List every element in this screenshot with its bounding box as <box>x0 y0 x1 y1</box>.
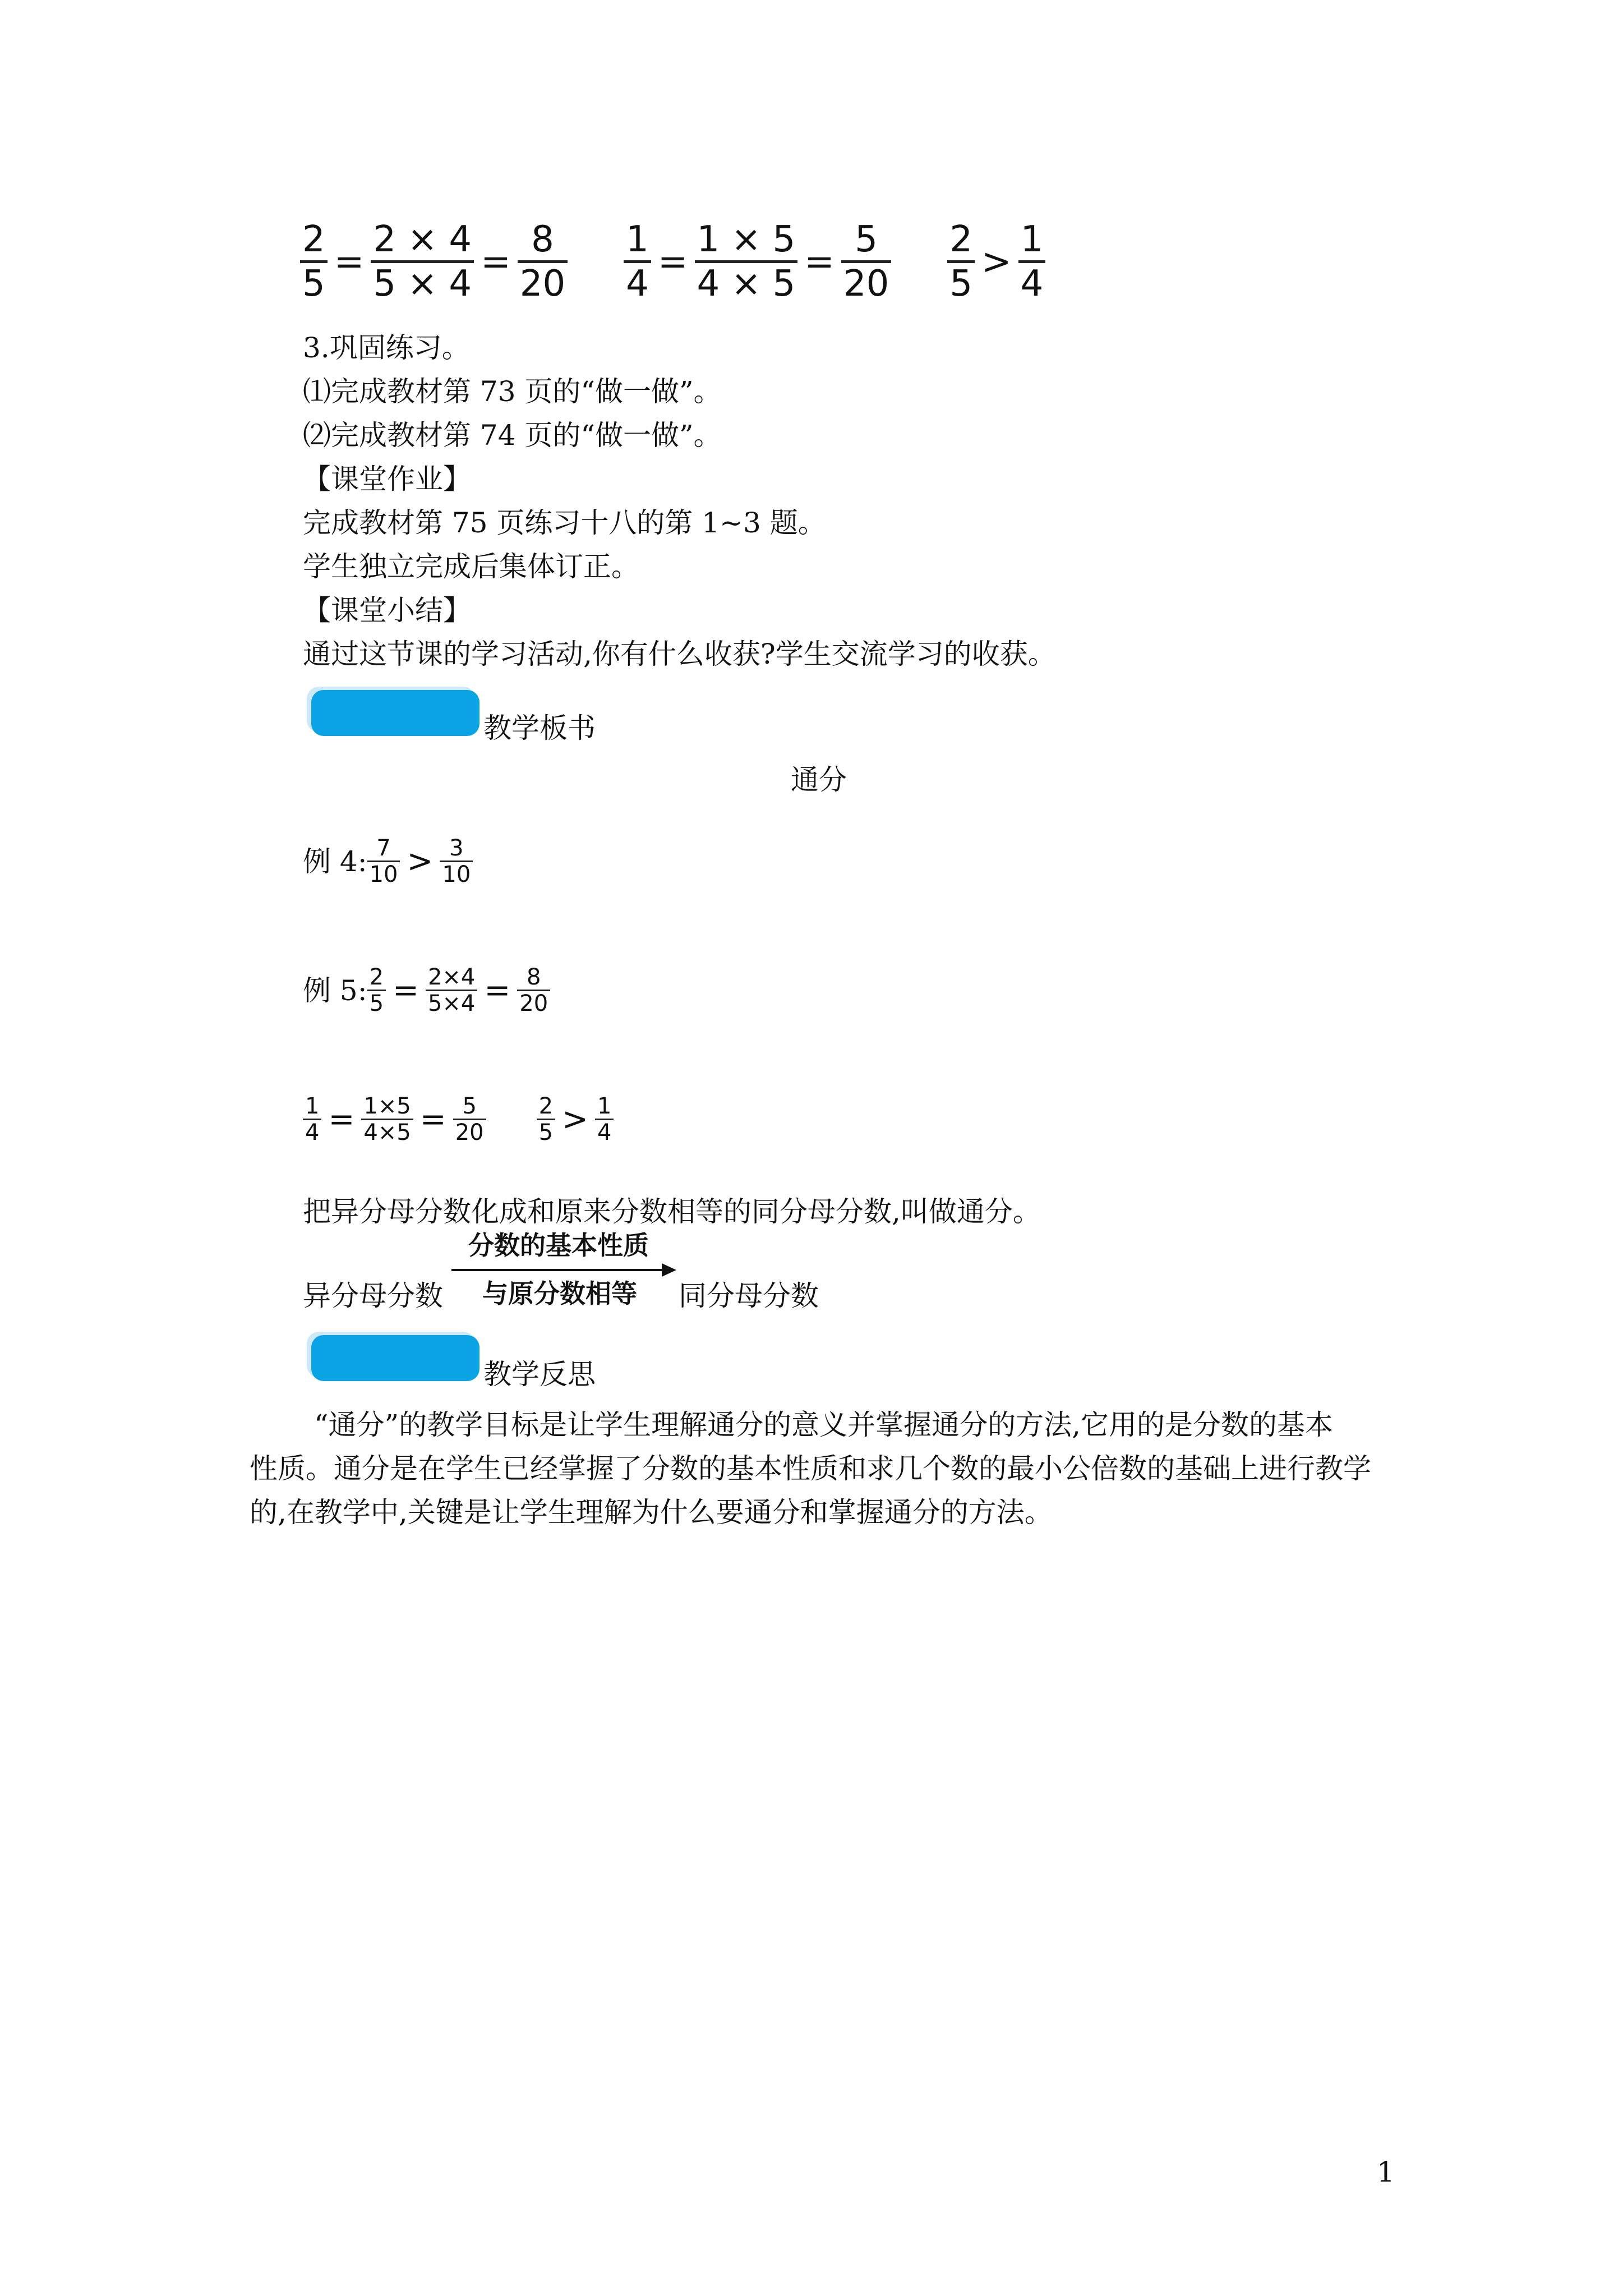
reflection-line: “通分”的教学目标是让学生理解通分的意义并掌握通分的方法,它用的是分数的基本 <box>314 1409 1334 1441</box>
fraction: $\frac{2}{5}$ <box>367 965 386 1016</box>
greater-than-sign: > <box>981 241 1012 283</box>
reflection-line: 性质。通分是在学生已经掌握了分数的基本性质和求几个数的最小公倍数的基础上进行教学 <box>250 1452 1371 1485</box>
fraction: 2 × 4 5 × 4 <box>371 219 474 305</box>
fraction: 1 4 <box>624 219 651 305</box>
equals-sign: = <box>804 241 834 283</box>
fraction: $\frac{3}{10}$ <box>440 836 473 887</box>
flow-top-label: 分数的基本性质 <box>468 1230 649 1260</box>
fraction: 2 5 <box>947 219 975 305</box>
example-5-continued <box>303 1094 614 1145</box>
example-label: 例 4: <box>303 845 367 878</box>
equals-sign: = <box>334 241 365 283</box>
example-5 <box>303 965 550 1016</box>
equals-sign: = <box>328 1101 355 1138</box>
fraction: 2 5 <box>300 219 328 305</box>
fraction: $\frac{8}{20}$ <box>517 965 550 1016</box>
reflection-line: 的,在教学中,关键是让学生理解为什么要通分和掌握通分的方法。 <box>250 1496 1053 1529</box>
fraction: $\frac{5}{20}$ <box>453 1094 486 1145</box>
fraction: $\frac{1}{4}$ <box>303 1094 321 1145</box>
section-title: 3.巩固练习。 <box>303 332 470 364</box>
equals-sign: = <box>481 241 511 283</box>
exercise-item: ⑵完成教材第 74 页的“做一做”。 <box>303 419 722 452</box>
fraction: $\frac{1}{4}$ <box>595 1094 614 1145</box>
equals-sign: = <box>484 972 511 1009</box>
summary-line: 通过这节课的学习活动,你有什么收获?学生交流学习的收获。 <box>303 638 1056 670</box>
exercise-item: ⑴完成教材第 73 页的“做一做”。 <box>303 375 722 408</box>
equals-sign: = <box>419 1101 446 1138</box>
fraction: 1 4 <box>1018 219 1046 305</box>
flow-left-label: 异分母分数 <box>303 1280 443 1312</box>
equals-sign: = <box>657 241 688 283</box>
equals-sign: = <box>393 972 419 1009</box>
example-label: 例 5: <box>303 974 367 1007</box>
greater-than-sign: > <box>562 1101 588 1138</box>
fraction: 8 20 <box>518 219 568 305</box>
fraction: 5 20 <box>841 219 891 305</box>
top-equation-row <box>300 219 1045 305</box>
arrow-right-icon <box>662 1263 676 1277</box>
definition-text: 把异分母分数化成和原来分数相等的同分母分数,叫做通分。 <box>303 1195 1041 1228</box>
fraction: $\frac{1\times 5}{4\times 5}$ <box>361 1094 413 1145</box>
summary-heading: 【课堂小结】 <box>303 594 471 627</box>
example-4 <box>303 836 473 887</box>
section-badge <box>311 690 479 736</box>
greater-than-sign: > <box>407 843 434 880</box>
fraction: 1 × 5 4 × 5 <box>695 219 798 305</box>
homework-line: 学生独立完成后集体订正。 <box>303 550 639 583</box>
page-number: 1 <box>1377 2156 1395 2188</box>
fraction: $\frac{2\times 4}{5\times 4}$ <box>426 965 477 1016</box>
section-badge <box>311 1335 479 1381</box>
section-label: 教学反思 <box>483 1358 596 1391</box>
flow-bottom-label: 与原分数相等 <box>482 1278 637 1309</box>
homework-line: 完成教材第 75 页练习十八的第 1~3 题。 <box>303 507 826 539</box>
board-title: 通分 <box>791 763 847 796</box>
fraction: $\frac{7}{10}$ <box>367 836 400 887</box>
fraction: $\frac{2}{5}$ <box>537 1094 555 1145</box>
flow-arrow-line <box>451 1269 665 1271</box>
section-label: 教学板书 <box>483 712 596 744</box>
homework-heading: 【课堂作业】 <box>303 463 471 495</box>
flow-right-label: 同分母分数 <box>679 1280 819 1312</box>
